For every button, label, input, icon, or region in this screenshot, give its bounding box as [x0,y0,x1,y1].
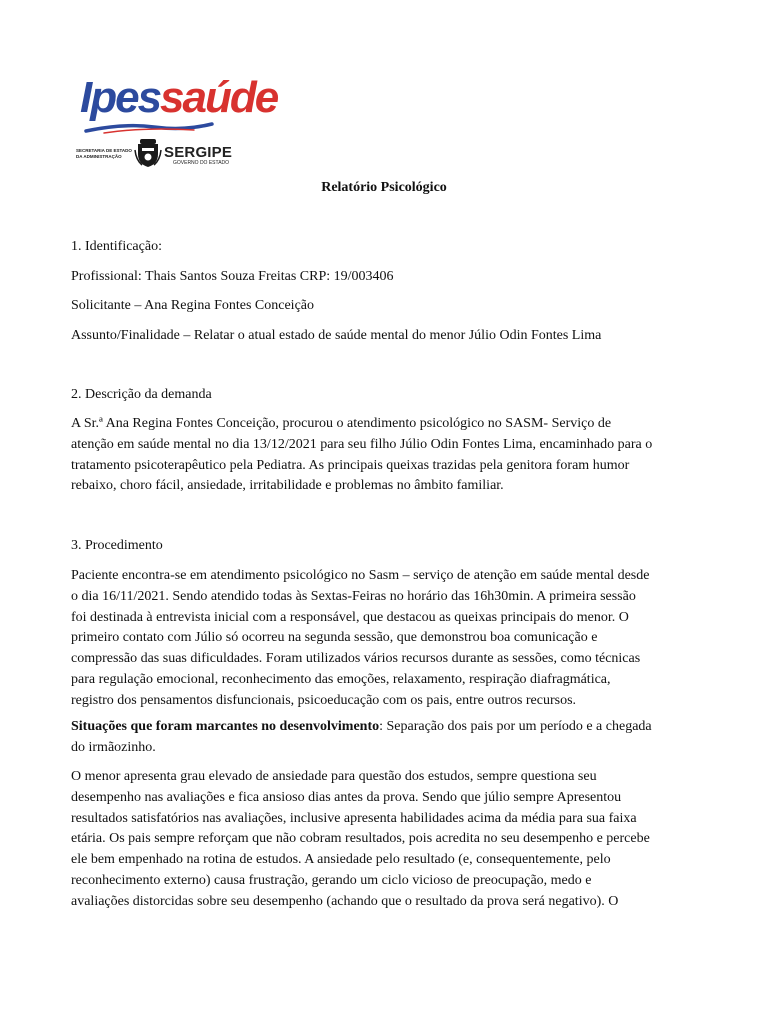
paragraph-line: resultados satisfatórios nas avaliações, inclusive apresenta habilidades acima da média para sua faixa [71,810,637,826]
marcantes-paragraph [71,717,701,759]
paragraph-line: O menor apresenta grau elevado de ansiedade para questão dos estudos, sempre questiona seu [71,769,597,784]
paragraph-line: foi destinada à entrevista inicial com a responsável, que destacou as queixas principais do menor. O [71,609,629,625]
secretariat-label [76,148,134,159]
paragraph-line: avaliações distorcidas sobre seu desempenho (achando que o resultado da prova será negativo). O [71,893,619,909]
section3-paragraph [71,566,701,712]
paragraph-line: reconhecimento externo) causa frustração, gerando um ciclo vicioso de preocupação, medo e [71,872,592,888]
marcantes-line1 [71,717,701,738]
government-logo [76,138,236,178]
paragraph-line: Paciente encontra-se em atendimento psicológico no Sasm – serviço de atenção em saúde mental desde [71,568,650,583]
paragraph-line: A Sr.ª Ana Regina Fontes Conceição, procurou o atendimento psicológico no SASM- Serviço de [71,416,612,431]
document-title: Relatório Psicológico [321,180,447,195]
secretariat-line1: SECRETARIA DE ESTADO [76,148,132,153]
paragraph-line: compressão das suas dificuldades. Foram utilizados vários recursos durante as sessões, como técnicas [71,651,641,667]
paragraph-line: tratamento psicoterapêutico pela Pediatra. As principais queixas trazidas pela genitora foram humor [71,457,630,473]
marcantes-text: : Separação dos pais por um período e a chegada [379,719,652,734]
section2-paragraph [71,414,701,497]
logo-text-ipes: Ipes [80,73,161,122]
ipesaude-logo [80,73,278,122]
marcantes-label: Situações que foram marcantes no desenvolvimento [71,719,380,734]
paragraph-line: para regulação emocional, reconhecimento das emoções, relaxamento, respiração diafragmática, [71,671,611,687]
paragraph-line: etária. Os pais sempre reforçam que não cobram resultados, pois acredita no seu desempenho e percebe [71,831,650,847]
sergipe-label: SERGIPE [164,144,233,161]
requester-line: Solicitante – Ana Regina Fontes Conceição [71,298,315,313]
section1-heading: 1. Identificação: [71,239,162,254]
subject-line: Assunto/Finalidade – Relatar o atual estado de saúde mental do menor Júlio Odin Fontes Lima [71,328,602,343]
paragraph-line: rebaixo, choro fácil, ansiedade, irritabilidade e problemas no âmbito familiar. [71,478,504,494]
secretariat-line2: DA ADMINISTRAÇÃO [76,153,122,159]
professional-line: Profissional: Thais Santos Souza Freitas CRP: 19/003406 [71,269,394,284]
governo-label: GOVERNO DO ESTADO [173,160,230,166]
logo-swoosh-icon [84,121,214,135]
paragraph-line: ele bem empenhado na rotina de estudos. A ansiedade pelo resultado (e, consequentemente, pelo [71,852,611,868]
paragraph-line: desempenho nas avaliações e fica ansioso dias antes da prova. Sendo que júlio sempre Apresentou [71,789,622,805]
section2-heading: 2. Descrição da demanda [71,387,212,402]
state-coat-of-arms-icon [134,138,162,168]
marcantes-line2: do irmãozinho. [71,739,156,755]
paragraph-line: registro dos pensamentos disfuncionais, psicoeducação com os pais, entre outros recursos. [71,692,577,708]
paragraph-line: primeiro contato com Júlio só ocorreu na segunda sessão, que demonstrou boa comunicação e [71,630,598,646]
paragraph-line: o dia 16/11/2021. Sendo atendido todas às Sextas-Feiras no horário das 16h30min. A primeira sessão [71,588,636,604]
anxiety-paragraph [71,767,701,913]
section3-heading: 3. Procedimento [71,538,163,553]
paragraph-line: atenção em saúde mental no dia 13/12/2021 para seu filho Júlio Odin Fontes Lima, encaminhado para o [71,436,653,452]
logo-text-saude: saúde [160,73,278,122]
